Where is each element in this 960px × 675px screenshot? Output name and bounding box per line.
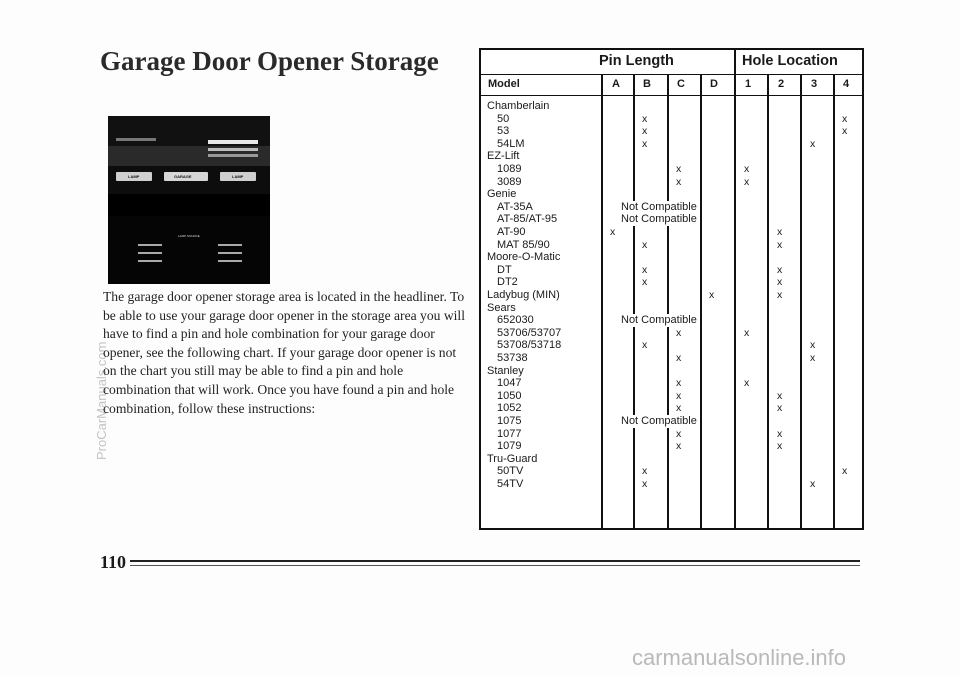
model-label: AT-35A <box>497 200 533 213</box>
mark-x: x <box>642 125 648 138</box>
mark-x: x <box>676 377 682 390</box>
column-divider <box>800 75 802 528</box>
instructions-paragraph: The garage door opener storage area is located in the headliner. To be able to use your garage door opener in the storage area you will have to find a pin and hole combination for your garage door opener, see the following chart. If your garage door opener is not on the chart you still may be able to find a pin and hole combination that will work. Once you have found a pin and hole combination, follow these instructions: <box>103 289 465 416</box>
not-compatible-note: Not Compatible <box>621 200 697 213</box>
mark-x: x <box>676 352 682 364</box>
model-label: DT <box>497 263 512 276</box>
photo-lamp-source-label: LAMP SOURCE <box>178 234 200 238</box>
mark-x: x <box>842 465 848 478</box>
mark-x: x <box>842 112 848 125</box>
manufacturer-label: EZ-Lift <box>487 150 520 163</box>
mark-x: x <box>810 339 816 352</box>
photo-button-lamp-right: LAMP <box>232 174 244 179</box>
watermark-text: ProCarManuals.com <box>94 341 109 460</box>
page-number: 110 <box>100 552 127 572</box>
mark-x: x <box>642 276 648 289</box>
mark-x: x <box>709 289 715 301</box>
mark-x: x <box>744 326 750 339</box>
not-compatible-note: Not Compatible <box>621 415 697 427</box>
mark-x: x <box>676 402 682 415</box>
col-header-1: 1 <box>745 78 752 90</box>
photo-button-lamp-left: LAMP <box>128 174 140 179</box>
chart-column-header <box>481 75 862 96</box>
model-label: 53706/53707 <box>497 326 562 339</box>
model-label: 1077 <box>497 427 522 440</box>
manufacturer-label: Chamberlain <box>487 100 550 112</box>
mark-x: x <box>744 377 750 390</box>
group-header-pin-length: Pin Length <box>599 53 674 69</box>
mark-x: x <box>777 238 783 251</box>
mark-x: x <box>810 352 816 364</box>
mark-x: x <box>642 137 648 150</box>
model-label: AT-90 <box>497 226 526 238</box>
mark-x: x <box>842 125 848 138</box>
mark-x: x <box>744 175 750 188</box>
model-label: 1052 <box>497 402 522 415</box>
col-header-b: B <box>643 78 651 90</box>
mark-x: x <box>777 263 783 276</box>
manufacturer-label: Stanley <box>487 364 524 377</box>
footer-rule-thin <box>130 565 860 566</box>
column-divider <box>833 75 835 528</box>
mark-x: x <box>810 137 816 150</box>
model-label: 1075 <box>497 415 522 427</box>
mark-x: x <box>642 339 648 352</box>
manufacturer-label: Moore-O-Matic <box>487 251 561 264</box>
model-label: 53708/53718 <box>497 339 562 352</box>
column-divider <box>700 75 702 528</box>
col-header-d: D <box>710 78 718 90</box>
manufacturer-label: Tru-Guard <box>487 452 538 465</box>
model-label: 1050 <box>497 389 522 402</box>
model-label: 54TV <box>497 478 524 490</box>
col-header-3: 3 <box>811 78 818 90</box>
headliner-photo <box>108 116 270 284</box>
mark-x: x <box>642 238 648 251</box>
mark-x: x <box>642 112 648 125</box>
chart-group-header <box>481 50 862 75</box>
mark-x: x <box>610 226 616 238</box>
manufacturer-label: Ladybug (MIN) <box>487 289 560 301</box>
column-divider <box>767 75 769 528</box>
manufacturer-label: Genie <box>487 188 517 201</box>
mark-x: x <box>676 427 682 440</box>
model-label: 1047 <box>497 377 522 390</box>
not-compatible-note: Not Compatible <box>621 314 697 327</box>
mark-x: x <box>777 226 783 238</box>
mark-x: x <box>777 402 783 415</box>
mark-x: x <box>676 389 682 402</box>
page-title: Garage Door Opener Storage <box>100 46 439 76</box>
mark-x: x <box>676 163 682 175</box>
manufacturer-label: Sears <box>487 301 516 314</box>
column-divider <box>633 75 635 528</box>
mark-x: x <box>777 427 783 440</box>
group-header-hole-location: Hole Location <box>742 53 838 69</box>
not-compatible-note: Not Compatible <box>621 213 697 226</box>
col-header-a: A <box>612 78 620 90</box>
column-divider <box>734 50 736 528</box>
column-divider <box>601 75 603 528</box>
mark-x: x <box>676 175 682 188</box>
model-label: 53738 <box>497 352 528 364</box>
mark-x: x <box>777 289 783 301</box>
model-label: 652030 <box>497 314 534 327</box>
site-footer: carmanualsonline.info <box>632 645 847 670</box>
col-header-model: Model <box>488 78 520 90</box>
model-label: 1079 <box>497 440 522 453</box>
model-label: MAT 85/90 <box>497 238 550 251</box>
mark-x: x <box>642 478 648 490</box>
mark-x: x <box>777 389 783 402</box>
col-header-4: 4 <box>843 78 850 90</box>
mark-x: x <box>676 326 682 339</box>
model-label: 54LM <box>497 137 525 150</box>
mark-x: x <box>676 440 682 453</box>
model-label: 53 <box>497 125 510 138</box>
model-label: AT-85/AT-95 <box>497 213 558 226</box>
mark-x: x <box>744 163 750 175</box>
col-header-2: 2 <box>778 78 785 90</box>
pin-hole-chart <box>479 48 864 530</box>
model-label: 50 <box>497 112 510 125</box>
photo-button-garage: GARAGE <box>174 174 192 179</box>
mark-x: x <box>642 465 648 478</box>
model-label: 50TV <box>497 465 524 478</box>
mark-x: x <box>642 263 648 276</box>
column-divider <box>667 75 669 528</box>
footer-rule <box>130 560 860 562</box>
model-label: 3089 <box>497 175 522 188</box>
mark-x: x <box>810 478 816 490</box>
model-label: DT2 <box>497 276 518 289</box>
mark-x: x <box>777 276 783 289</box>
mark-x: x <box>777 440 783 453</box>
model-label: 1089 <box>497 163 522 175</box>
col-header-c: C <box>677 78 685 90</box>
